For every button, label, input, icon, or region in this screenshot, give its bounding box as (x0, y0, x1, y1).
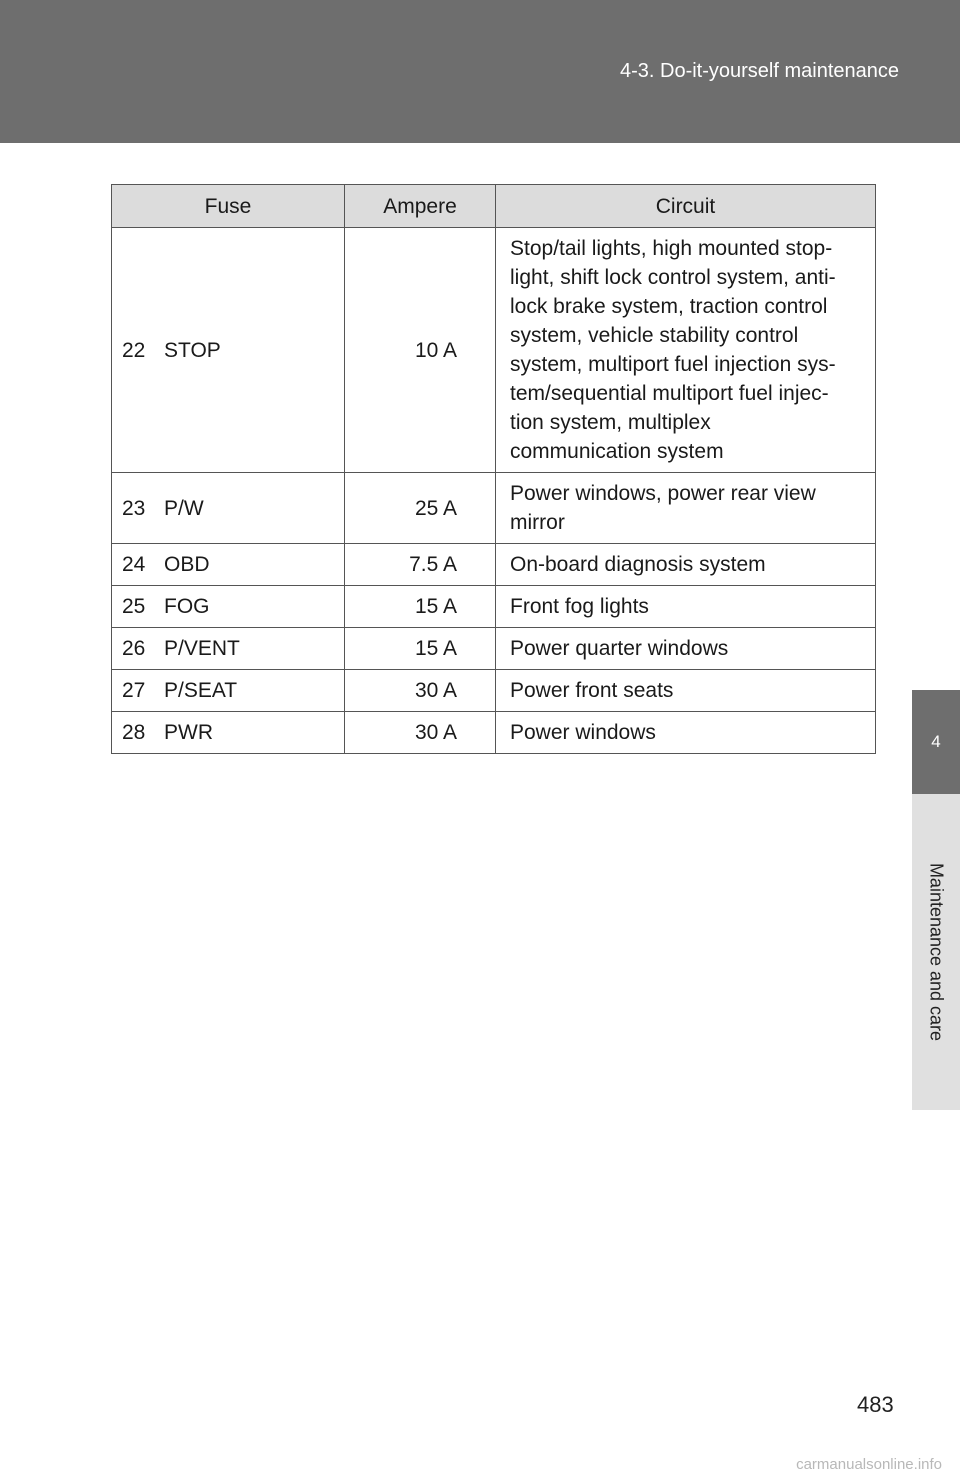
chapter-number: 4 (931, 732, 941, 751)
circuit-cell: On-board diagnosis system (496, 544, 876, 586)
page-number: 483 (857, 1392, 894, 1417)
fuse-name-cell: P/SEAT (156, 670, 345, 712)
ampere-cell: 15 A (345, 586, 496, 628)
header-fuse: Fuse (112, 185, 345, 228)
circuit-cell: Front fog lights (496, 586, 876, 628)
fuse-name-cell: PWR (156, 712, 345, 754)
circuit-cell: Power quarter windows (496, 628, 876, 670)
table-row (112, 544, 876, 586)
table-row (112, 228, 876, 473)
ampere-cell: 30 A (345, 670, 496, 712)
table-row (112, 586, 876, 628)
section-title: 4-3. Do-it-yourself maintenance (619, 60, 899, 82)
table-row (112, 473, 876, 544)
ampere-cell: 15 A (345, 628, 496, 670)
ampere-cell: 10 A (345, 228, 496, 473)
fuse-number-cell: 22 (112, 228, 157, 473)
circuit-cell: Stop/tail lights, high mounted stop- light, shift lock control system, anti- lock brake system, traction control system, vehicle stability control system, multiport fuel injection sys- tem/sequential multiport fuel injec- tion system, multiplex communication system (496, 228, 876, 473)
chapter-label: Maintenance and care (926, 862, 947, 1042)
fuse-table (111, 184, 876, 754)
ampere-cell: 7.5 A (345, 544, 496, 586)
page-header (0, 0, 960, 143)
ampere-cell: 25 A (345, 473, 496, 544)
chapter-tab (912, 690, 960, 794)
header-ampere: Ampere (345, 185, 496, 228)
fuse-number-cell: 27 (112, 670, 157, 712)
chapter-label-box (912, 794, 960, 1110)
fuse-name-cell: P/W (156, 473, 345, 544)
fuse-number-cell: 26 (112, 628, 157, 670)
table-row (112, 712, 876, 754)
fuse-name-cell: STOP (156, 228, 345, 473)
watermark: carmanualsonline.info (796, 1456, 942, 1473)
fuse-name-cell: P/VENT (156, 628, 345, 670)
circuit-cell: Power front seats (496, 670, 876, 712)
ampere-cell: 30 A (345, 712, 496, 754)
fuse-number-cell: 24 (112, 544, 157, 586)
circuit-cell: Power windows, power rear view mirror (496, 473, 876, 544)
table-header-row (112, 185, 876, 228)
fuse-number-cell: 23 (112, 473, 157, 544)
circuit-cell: Power windows (496, 712, 876, 754)
fuse-number-cell: 25 (112, 586, 157, 628)
table-row (112, 670, 876, 712)
table-row (112, 628, 876, 670)
fuse-name-cell: FOG (156, 586, 345, 628)
fuse-number-cell: 28 (112, 712, 157, 754)
header-circuit: Circuit (496, 185, 876, 228)
fuse-name-cell: OBD (156, 544, 345, 586)
table-body (112, 228, 876, 754)
